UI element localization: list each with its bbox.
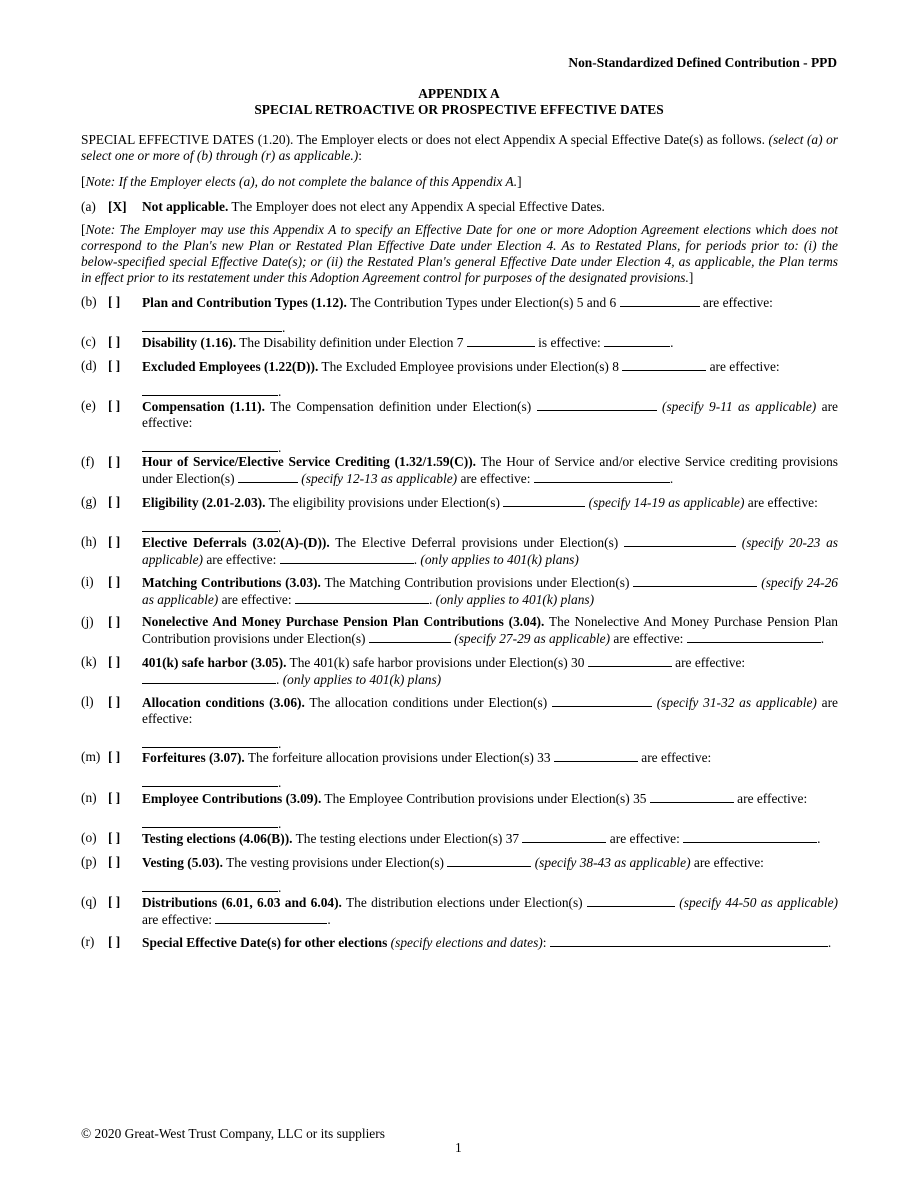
item-title: Nonelective And Money Purchase Pension Plan Contributions (3.04). (142, 614, 545, 629)
item-title: Excluded Employees (1.22(D)). (142, 359, 319, 374)
period: . (820, 631, 825, 646)
election-field-i[interactable] (633, 574, 757, 587)
item-title: Employee Contributions (3.09). (142, 791, 322, 806)
checkbox-m[interactable]: [ ] (108, 749, 121, 764)
date-field-c[interactable] (604, 334, 670, 347)
specify-note: (specify 12-13 as applicable) (301, 471, 458, 486)
election-d (81, 358, 838, 400)
item-text: The Elective Deferral provisions under Election(s) (329, 535, 624, 550)
election-field-d[interactable] (622, 358, 706, 371)
item-text: The Employee Contribution provisions under Election(s) 35 (321, 791, 650, 806)
item-label: (q) (81, 894, 97, 909)
intro-paragraph (81, 132, 838, 164)
item-title: Compensation (1.11). (142, 399, 265, 414)
election-field-k[interactable] (588, 654, 672, 667)
election-a (81, 199, 838, 215)
bracket: [ (81, 174, 86, 189)
specify-note: (specify 9-11 as applicable) (661, 399, 817, 414)
period: . (413, 552, 421, 567)
page-number: 1 (455, 1140, 462, 1155)
item-text: The distribution elections under Election(s) (341, 895, 587, 910)
note-text: Note: If the Employer elects (a), do not complete the balance of this Appendix A. (85, 174, 518, 189)
election-r (81, 934, 838, 951)
checkbox-k[interactable]: [ ] (108, 654, 121, 669)
item-text: The Contribution Types under Election(s) 5 and 6 (346, 295, 620, 310)
period: . (278, 736, 282, 751)
date-field-o[interactable] (683, 830, 817, 843)
election-field-e[interactable] (537, 398, 657, 411)
item-text: The forfeiture allocation provisions under Election(s) 33 (244, 750, 554, 765)
checkbox-a[interactable]: [X] (108, 199, 127, 214)
election-n (81, 790, 838, 832)
item-text: are effective: (606, 831, 684, 846)
date-field-b[interactable] (142, 319, 282, 332)
item-text: are effective: (744, 495, 818, 510)
intro-instruction: (select (a) or select one or more of (b) through (r) as applicable.) (81, 132, 838, 163)
election-field-q[interactable] (587, 894, 675, 907)
election-g (81, 494, 838, 536)
item-label: (e) (81, 398, 96, 413)
date-field-n[interactable] (142, 815, 278, 828)
period: . (327, 912, 331, 927)
specify-note: (specify 38-43 as applicable) (534, 855, 691, 870)
election-i (81, 574, 838, 608)
date-field-e[interactable] (142, 439, 278, 452)
date-field-g[interactable] (142, 519, 278, 532)
item-text: The Excluded Employee provisions under Election(s) 8 (318, 359, 623, 374)
intro-text: SPECIAL EFFECTIVE DATES (1.20). The Employer elects or does not elect Appendix A special Effective Date(s) as follows. (81, 132, 769, 147)
item-text: The Compensation definition under Election(s) (264, 399, 537, 414)
item-text: is effective: (534, 335, 605, 350)
document-header: Non-Standardized Defined Contribution - PPD (568, 55, 837, 70)
period: . (669, 471, 674, 486)
election-j (81, 614, 838, 647)
election-h (81, 534, 838, 568)
period: . (278, 880, 282, 895)
item-text: The Nonelective And Money Purchase Pension Plan Contribution provisions under Election(s) (142, 614, 838, 646)
date-field-m[interactable] (142, 774, 278, 787)
period: . (278, 816, 282, 831)
election-c (81, 334, 838, 351)
period: . (670, 335, 674, 350)
item-title: Allocation conditions (3.06). (142, 695, 305, 710)
item-text: are effective: (671, 655, 746, 670)
item-text: are effective: (690, 855, 764, 870)
election-field-h[interactable] (624, 534, 736, 547)
election-field-f[interactable] (238, 470, 298, 483)
checkbox-p[interactable]: [ ] (108, 854, 121, 869)
bracket: [ (81, 222, 86, 237)
item-title: Hour of Service/Elective Service Crediting (1.32/1.59(C)). (142, 454, 477, 469)
item-title: Not applicable. (142, 199, 229, 214)
item-label: (g) (81, 494, 97, 509)
appendix-subtitle: SPECIAL RETROACTIVE OR PROSPECTIVE EFFECTIVE DATES (254, 102, 664, 117)
item-text: The Hour of Service and/or elective Service crediting provisions under Election(s) (142, 454, 838, 486)
item-text: are effective: (610, 631, 687, 646)
item-label: (p) (81, 854, 97, 869)
election-o (81, 830, 838, 847)
applies-note: (only applies to 401(k) plans) (435, 592, 595, 607)
item-title: Testing elections (4.06(B)). (142, 831, 293, 846)
date-field-q[interactable] (215, 911, 327, 924)
checkbox-f[interactable]: [ ] (108, 454, 121, 469)
item-text: The 401(k) safe harbor provisions under Election(s) 30 (286, 655, 588, 670)
period: . (278, 775, 282, 790)
checkbox-l[interactable]: [ ] (108, 694, 121, 709)
bracket: ] (517, 174, 522, 189)
checkbox-c[interactable]: [ ] (108, 334, 121, 349)
item-label: (i) (81, 574, 94, 589)
item-title: Matching Contributions (3.03). (142, 575, 321, 590)
item-text: The Matching Contribution provisions under Election(s) (320, 575, 634, 590)
item-text: The eligibility provisions under Election(s) (265, 495, 504, 510)
item-label: (a) (81, 199, 96, 214)
period: . (282, 320, 286, 335)
title-block (0, 86, 918, 118)
election-field-j[interactable] (369, 630, 451, 643)
item-label: (d) (81, 358, 97, 373)
period: . (827, 935, 832, 950)
item-text: are effective: (457, 471, 534, 486)
election-k (81, 654, 838, 688)
item-label: (o) (81, 830, 97, 845)
note-text: Note: The Employer may use this Appendix A to specify an Effective Date for one or more Adoption Agreement elections which does not correspond to the Plan's new Plan or Restated Plan Effective Date under Election 4. As to Restated Plans, for periods prior to: (i) the below-specified special Effective Date(s); or (ii) the Restated Plan's general Effective Date under Election 4, as applicable, the Plan terms in effect prior to its restatement under this Adoption Agreement control for purposes of the designated provisions. (81, 222, 838, 285)
election-field-n[interactable] (650, 790, 734, 803)
checkbox-r[interactable]: [ ] (108, 934, 121, 949)
specify-note: (specify 24-26 as applicable) (142, 575, 838, 607)
period: . (278, 440, 282, 455)
item-title: Distributions (6.01, 6.03 and 6.04). (142, 895, 342, 910)
specify-note: (specify 20-23 as applicable) (142, 535, 838, 567)
item-text: : (542, 935, 550, 950)
item-label: (r) (81, 934, 95, 949)
checkbox-e[interactable]: [ ] (108, 398, 121, 413)
item-text: are effective: (733, 791, 808, 806)
item-text: The Disability definition under Election 7 (236, 335, 467, 350)
item-title: 401(k) safe harbor (3.05). (142, 655, 287, 670)
checkbox-b[interactable]: [ ] (108, 294, 121, 309)
item-text: are effective: (142, 912, 216, 927)
checkbox-j[interactable]: [ ] (108, 614, 121, 629)
specify-note: (specify elections and dates) (390, 935, 543, 950)
item-text: The allocation conditions under Election(s) (304, 695, 552, 710)
checkbox-n[interactable]: [ ] (108, 790, 121, 805)
election-field-l[interactable] (552, 694, 652, 707)
checkbox-g[interactable]: [ ] (108, 494, 121, 509)
item-title: Vesting (5.03). (142, 855, 223, 870)
item-title: Plan and Contribution Types (1.12). (142, 295, 347, 310)
date-field-k[interactable] (142, 671, 276, 684)
item-text: are effective: (142, 399, 838, 430)
specify-note: (specify 44-50 as applicable) (679, 895, 839, 910)
item-text: are effective: (142, 695, 838, 726)
election-l (81, 694, 838, 752)
item-label: (l) (81, 694, 94, 709)
applies-note: (only applies to 401(k) plans) (420, 552, 579, 567)
checkbox-q[interactable]: [ ] (108, 894, 121, 909)
period: . (276, 672, 283, 687)
item-label: (c) (81, 334, 96, 349)
election-field-m[interactable] (554, 749, 638, 762)
specify-note: (specify 27-29 as applicable) (454, 631, 611, 646)
note-elect-a (81, 174, 838, 190)
date-field-p[interactable] (142, 879, 278, 892)
item-label: (h) (81, 534, 97, 549)
election-p (81, 854, 838, 896)
item-label: (n) (81, 790, 97, 805)
election-field-p[interactable] (447, 854, 531, 867)
date-field-f[interactable] (534, 470, 670, 483)
item-text: The testing elections under Election(s) 37 (292, 831, 523, 846)
item-label: (j) (81, 614, 94, 629)
item-label: (m) (81, 749, 101, 764)
item-text: are effective: (637, 750, 712, 765)
date-field-i[interactable] (295, 591, 429, 604)
date-field-d[interactable] (142, 383, 278, 396)
item-title: Eligibility (2.01-2.03). (142, 495, 266, 510)
item-title: Forfeitures (3.07). (142, 750, 245, 765)
copyright-footer: © 2020 Great-West Trust Company, LLC or its suppliers (81, 1126, 385, 1141)
item-label: (f) (81, 454, 95, 469)
item-title: Special Effective Date(s) for other elections (142, 935, 388, 950)
checkbox-h[interactable]: [ ] (108, 534, 121, 549)
checkbox-o[interactable]: [ ] (108, 830, 121, 845)
election-field-o[interactable] (522, 830, 606, 843)
period: . (817, 831, 821, 846)
date-field-h[interactable] (280, 551, 414, 564)
election-m (81, 749, 838, 791)
checkbox-d[interactable]: [ ] (108, 358, 121, 373)
specify-note: (specify 14-19 as applicable) (588, 495, 745, 510)
item-label: (b) (81, 294, 97, 309)
applies-note: (only applies to 401(k) plans) (282, 672, 442, 687)
election-field-b[interactable] (620, 294, 700, 307)
item-text: are effective: (706, 359, 780, 374)
appendix-title: APPENDIX A (418, 86, 500, 101)
specify-note: (specify 31-32 as applicable) (656, 695, 817, 710)
item-title: Elective Deferrals (3.02(A)-(D)). (142, 535, 330, 550)
other-elections-field[interactable] (550, 934, 828, 947)
election-b (81, 294, 838, 336)
item-text: are effective: (699, 295, 773, 310)
period: . (428, 592, 436, 607)
item-label: (k) (81, 654, 97, 669)
election-field-g[interactable] (503, 494, 585, 507)
period: . (278, 384, 282, 399)
note-appendix-usage (81, 222, 838, 286)
date-field-l[interactable] (142, 735, 278, 748)
election-f (81, 454, 838, 487)
item-text: are effective: (202, 552, 280, 567)
intro-end: : (358, 148, 362, 163)
item-text: The Employer does not elect any Appendix A special Effective Dates. (228, 199, 605, 214)
election-q (81, 894, 838, 928)
checkbox-i[interactable]: [ ] (108, 574, 121, 589)
item-text: are effective: (218, 592, 295, 607)
period: . (278, 520, 282, 535)
date-field-j[interactable] (687, 630, 821, 643)
election-e (81, 398, 838, 456)
election-field-c[interactable] (467, 334, 535, 347)
item-text: The vesting provisions under Election(s) (222, 855, 448, 870)
item-title: Disability (1.16). (142, 335, 237, 350)
bracket: ] (688, 270, 694, 285)
